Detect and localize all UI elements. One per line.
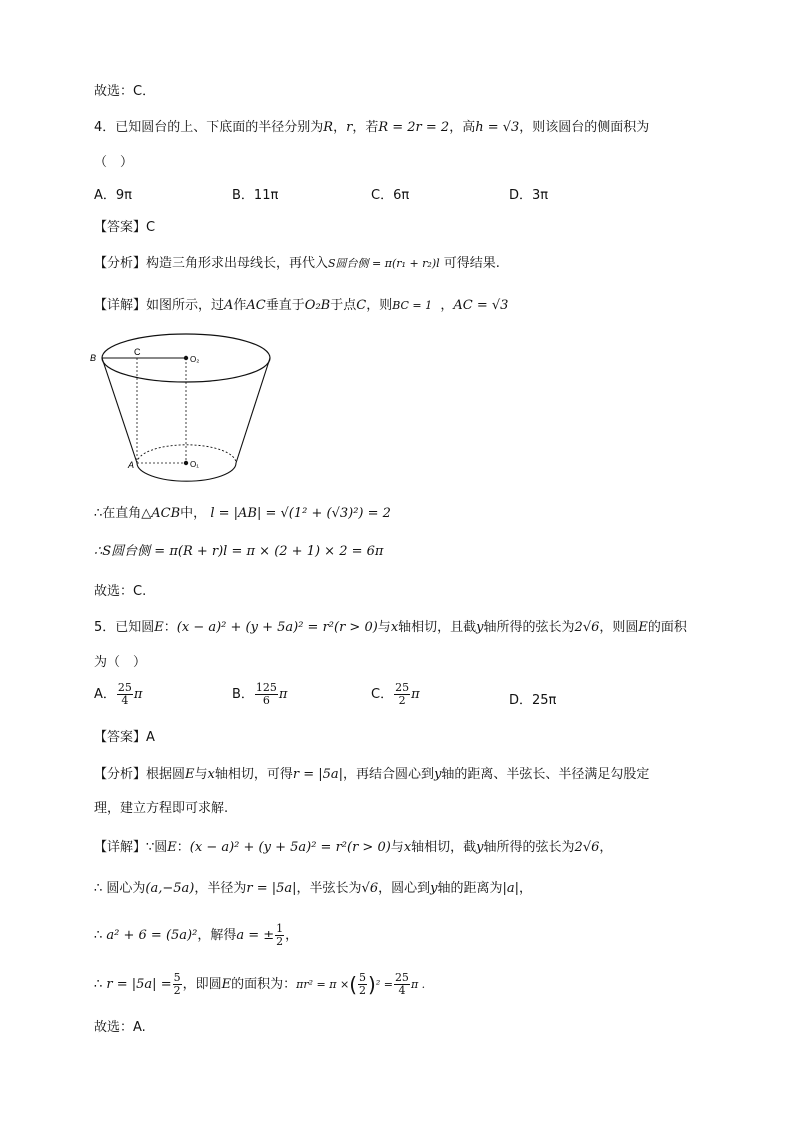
detail-text: 【详解】∵圆 xyxy=(94,840,168,855)
q5-stem-text: 5．已知圆 xyxy=(94,620,155,635)
bottom-ellipse-front xyxy=(137,463,236,481)
var-x: x xyxy=(390,620,399,635)
q4-answer xyxy=(94,219,155,237)
frustum-figure xyxy=(90,332,280,487)
q5-step2 xyxy=(94,923,298,948)
paren-open: ( xyxy=(349,972,357,997)
detail-text: 轴相切，截 xyxy=(411,840,477,855)
step-text: ∴ 圆心为 xyxy=(94,881,146,896)
q4-option-c xyxy=(371,187,409,205)
analysis-text: 【分析】根据圆 xyxy=(94,767,186,782)
lateral-area-formula: S圆台侧 = π(r₁ + r₂)l xyxy=(328,257,440,270)
step-text: ，半径为 xyxy=(194,881,247,896)
half-chord: √6 xyxy=(361,881,379,896)
point-o2 xyxy=(184,356,188,360)
q5-stem-text: 为（ ） xyxy=(94,655,147,670)
radius-eq: r = |5a| xyxy=(246,881,297,896)
var-A: A xyxy=(224,298,234,313)
option-text: B．11π xyxy=(232,188,279,203)
fraction xyxy=(117,682,133,707)
var-O2B: O₂B xyxy=(304,298,331,313)
choice-text: 故选：C． xyxy=(94,84,156,99)
q4-stem-text: 4．已知圆台的上、下底面的半径分别为 xyxy=(94,120,324,135)
analysis-text: 【分析】构造三角形求出母线长，再代入 xyxy=(94,256,329,271)
fraction xyxy=(275,923,284,948)
eq-bc: BC = 1 xyxy=(392,299,433,312)
numerator: 5 xyxy=(173,971,181,984)
lateral-area-eq: ∴S圆台侧 = π(R + r)l = π × (2 + 1) × 2 = 6π xyxy=(94,544,384,559)
bottom-ellipse-back xyxy=(137,445,236,463)
var-E: E xyxy=(638,620,648,635)
analysis-text: 可得结果. xyxy=(443,256,500,271)
numerator: 5 xyxy=(359,971,366,984)
analysis-text: 轴的距离、半弦长、半径满足勾股定 xyxy=(441,767,650,782)
analysis-text: 与 xyxy=(194,767,208,782)
answer-text: 【答案】A xyxy=(94,730,155,745)
denominator: 2 xyxy=(359,984,366,997)
step-text: ，圆心到 xyxy=(378,881,431,896)
var-E: E xyxy=(154,620,164,635)
detail-text: ， xyxy=(599,840,613,855)
option-text: D．25π xyxy=(509,693,557,708)
q5-stem-text: ，则圆 xyxy=(599,620,639,635)
option-label: B． xyxy=(232,687,254,702)
choice-text: 故选：A. xyxy=(94,1020,146,1035)
detail-text: 与 xyxy=(390,840,404,855)
pi: π xyxy=(411,687,420,702)
area-result: π . xyxy=(410,978,426,991)
fraction xyxy=(394,682,410,707)
point-o1 xyxy=(184,461,188,465)
q5-stem-text: 轴所得的弦长为 xyxy=(483,620,575,635)
sep: ， xyxy=(333,120,347,135)
label-o2: O₂ xyxy=(190,355,200,364)
center-coords: (a,−5a) xyxy=(145,881,195,896)
analysis-text: ，再结合圆心到 xyxy=(343,767,435,782)
numerator: 125 xyxy=(255,681,277,694)
q4-detail xyxy=(94,297,508,315)
var-C: C xyxy=(356,298,367,313)
step-text: ∴在直角 xyxy=(94,506,142,521)
fraction xyxy=(173,972,182,997)
detail-text: ： xyxy=(176,840,190,855)
var-y: y xyxy=(434,767,442,782)
paren: （ ） xyxy=(94,155,134,170)
q5-step3 xyxy=(94,972,425,997)
var-AC: AC xyxy=(246,298,266,313)
q5-option-a xyxy=(94,682,142,707)
detail-text: 【详解】如图所示，过 xyxy=(94,298,225,313)
q4-choice xyxy=(94,583,146,601)
option-label: C． xyxy=(371,687,394,702)
step-text: 轴的距离为 xyxy=(437,881,503,896)
numerator: 25 xyxy=(394,971,409,984)
q5-option-d xyxy=(509,692,556,710)
step-text: ∴ xyxy=(94,977,107,992)
generatrix-eq: l = |AB| = √(1² + (√3)²) = 2 xyxy=(210,506,391,521)
equation: a² + 6 = (5a)² xyxy=(106,928,198,943)
pi: π xyxy=(133,687,143,702)
q5-option-b xyxy=(232,682,287,707)
q4-step1 xyxy=(94,505,391,523)
triangle-acb: △ACB xyxy=(141,506,181,521)
label-c: C xyxy=(134,347,141,357)
var-y: y xyxy=(476,620,484,635)
paren-close: ) xyxy=(368,972,376,997)
option-text: A．9π xyxy=(94,188,132,203)
distance: |a| xyxy=(502,881,520,896)
radius-value: r = |5a| = xyxy=(106,977,172,992)
detail-text: 作 xyxy=(233,298,247,313)
fraction xyxy=(358,972,367,997)
q4-stem-text: ，则该圆台的侧面积为 xyxy=(519,120,650,135)
var-y: y xyxy=(430,881,438,896)
q5-detail xyxy=(94,839,612,857)
q5-stem-text: 轴相切，且截 xyxy=(398,620,477,635)
numerator: 25 xyxy=(117,681,132,694)
numerator: 1 xyxy=(276,922,284,935)
detail-text: ，则 xyxy=(366,298,393,313)
q5-stem-text: 的面积 xyxy=(647,620,687,635)
denominator: 4 xyxy=(398,984,406,997)
q4-option-b xyxy=(232,187,278,205)
option-text: D．3π xyxy=(509,188,549,203)
option-text: C．6π xyxy=(371,188,410,203)
step-text: ，解得 xyxy=(197,928,237,943)
var-E: E xyxy=(167,840,177,855)
detail-text: 轴所得的弦长为 xyxy=(483,840,575,855)
step-text: 中， xyxy=(180,506,207,521)
q4-analysis xyxy=(94,255,500,273)
denominator: 2 xyxy=(398,694,406,707)
q5-stem-text: ： xyxy=(163,620,177,635)
q4-stem xyxy=(94,119,649,137)
right-generatrix xyxy=(236,358,270,463)
detail-text: ， xyxy=(440,298,454,313)
step-text: ，半弦长为 xyxy=(296,881,362,896)
analysis-text: 理，建立方程即可求解. xyxy=(94,801,229,816)
step-text: ， xyxy=(285,928,299,943)
eq-ac: AC = √3 xyxy=(453,298,509,313)
label-o1: O₁ xyxy=(190,460,199,469)
fraction xyxy=(394,972,410,997)
numerator: 25 xyxy=(395,681,410,694)
var-x: x xyxy=(403,840,412,855)
step-text: 的面积为： xyxy=(231,977,297,992)
q4-paren xyxy=(94,154,133,172)
q5-answer xyxy=(94,729,155,747)
q5-stem xyxy=(94,619,687,637)
denominator: 4 xyxy=(121,694,129,707)
q4-stem-text: ，若 xyxy=(352,120,379,135)
detail-text: 于点 xyxy=(330,298,357,313)
q5-option-c xyxy=(371,682,420,707)
chord-length: 2√6 xyxy=(574,840,600,855)
choice-text: 故选：C. xyxy=(94,584,147,599)
circle-equation: (x − a)² + (y + 5a)² = r²(r > 0) xyxy=(176,620,378,635)
left-generatrix xyxy=(102,358,137,463)
q4-eq2: h = √3 xyxy=(475,120,520,135)
circle-equation: (x − a)² + (y + 5a)² = r²(r > 0) xyxy=(189,840,391,855)
prev-choice xyxy=(94,83,155,101)
step-text: ∴ xyxy=(94,928,107,943)
var-R: R xyxy=(323,120,334,135)
chord-length: 2√6 xyxy=(574,620,600,635)
q5-analysis2 xyxy=(94,800,228,818)
detail-text: 垂直于 xyxy=(265,298,305,313)
q5-stem2 xyxy=(94,654,146,672)
solution: a = ± xyxy=(236,928,275,943)
q4-step2 xyxy=(94,543,383,561)
squared-eq: ² = xyxy=(375,978,393,991)
label-b: B xyxy=(90,353,97,363)
q5-stem-text: 与 xyxy=(377,620,391,635)
analysis-text: 轴相切，可得 xyxy=(214,767,293,782)
radius-eq: r = |5a| xyxy=(292,767,344,782)
option-label: A． xyxy=(94,687,116,702)
denominator: 6 xyxy=(262,694,270,707)
q5-choice xyxy=(94,1019,146,1037)
step-text: ， xyxy=(519,881,533,896)
denominator: 2 xyxy=(173,984,181,997)
var-r: r xyxy=(346,120,353,135)
q4-stem-text: ，高 xyxy=(449,120,476,135)
q4-eq1: R = 2r = 2 xyxy=(378,120,450,135)
answer-text: 【答案】C xyxy=(94,220,156,235)
q4-option-a xyxy=(94,187,132,205)
denominator: 2 xyxy=(276,935,284,948)
var-E: E xyxy=(221,977,232,992)
area-expr: πr² = π × xyxy=(296,978,350,991)
label-a: A xyxy=(128,460,135,470)
q4-option-d xyxy=(509,187,548,205)
pi: π xyxy=(278,687,288,702)
step-text: ，即圆 xyxy=(182,977,222,992)
var-x: x xyxy=(207,767,215,782)
q5-analysis xyxy=(94,766,649,784)
q5-step1 xyxy=(94,880,532,898)
var-E: E xyxy=(185,767,195,782)
var-y: y xyxy=(476,840,484,855)
fraction xyxy=(255,682,278,707)
